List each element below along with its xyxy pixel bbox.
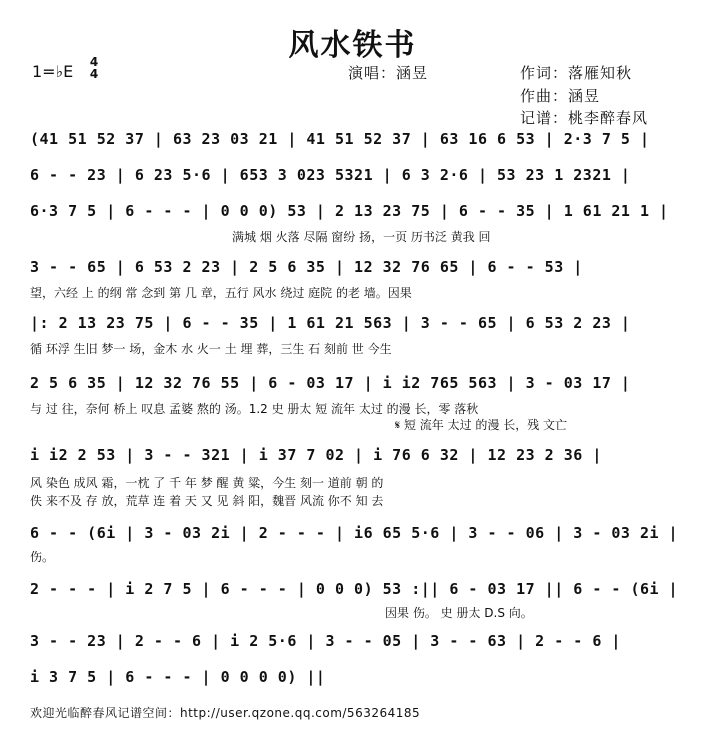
time-numerator: 4 bbox=[89, 55, 99, 69]
score-row: 3 - - 65 | 6 53 2 23 | 2 5 6 35 | 12 32 76 65 | 6 - - 53 | bbox=[30, 258, 583, 276]
lyric-line: 因果 伤。 史 册太 D.S 向。 bbox=[385, 606, 533, 620]
footer-link[interactable]: 欢迎光临醉春风记谱空间：http://user.qzone.qq.com/563264185 bbox=[30, 706, 421, 720]
score-row: |: 2 13 23 75 | 6 - - 35 | 1 61 21 563 | 3 - - 65 | 6 53 2 23 | bbox=[30, 314, 631, 332]
lyric-line: 风 染色 成风 霜，一枕 了 千 年 梦 醒 黄 粱，今生 刻一 道前 朝 的 bbox=[30, 476, 384, 490]
transcriber-credit: 记谱：桃李醉春风 bbox=[520, 109, 649, 127]
singer-credit: 演唱：涵昱 bbox=[348, 64, 429, 82]
lyric-line: 伤。 bbox=[30, 550, 55, 564]
score-row: (41 51 52 37 | 63 23 03 21 | 41 51 52 37 | 63 16 6 53 | 2·3 7 5 | bbox=[30, 130, 650, 148]
lyric-line: 佚 来不及 存 放，荒草 连 着 天 又 见 斜 阳，魏晋 风流 你不 知 去 bbox=[30, 494, 384, 508]
song-title: 风水铁书 bbox=[288, 28, 417, 63]
lyric-line: 与 过 往，奈何 桥上 叹息 孟婆 熬的 汤。1.2 史 册太 短 流年 太过 的漫 长，零 落秋 bbox=[30, 402, 479, 416]
score-row: i i2 2 53 | 3 - - 321 | i 37 7 02 | i 76 6 32 | 12 23 2 36 | bbox=[30, 446, 602, 464]
score-row: 2 5 6 35 | 12 32 76 55 | 6 - 03 17 | i i2 765 563 | 3 - 03 17 | bbox=[30, 374, 631, 392]
score-row: 3 - - 23 | 2 - - 6 | i 2 5·6 | 3 - - 05 | 3 - - 63 | 2 - - 6 | bbox=[30, 632, 621, 650]
time-denominator: 4 bbox=[89, 67, 99, 81]
lyric-line: 循 环浮 生旧 梦一 场，金木 水 火一 土 埋 葬，三生 石 刻前 世 今生 bbox=[30, 342, 392, 356]
composer-credit: 作曲：涵昱 bbox=[520, 87, 601, 105]
score-row: 2 - - - | i 2 7 5 | 6 - - - | 0 0 0) 53 :|| 6 - 03 17 || 6 - - (6i | bbox=[30, 580, 679, 598]
score-row: 6·3 7 5 | 6 - - - | 0 0 0) 53 | 2 13 23 75 | 6 - - 35 | 1 61 21 1 | bbox=[30, 202, 669, 220]
key-signature: 1=♭E bbox=[32, 62, 74, 81]
score-row: 6 - - (6i | 3 - 03 2i | 2 - - - | i6 65 5·6 | 3 - - 06 | 3 - 03 2i | bbox=[30, 524, 679, 542]
score-row: 6 - - 23 | 6 23 5·6 | 653 3 023 5321 | 6 3 2·6 | 53 23 1 2321 | bbox=[30, 166, 631, 184]
score-row: i 3 7 5 | 6 - - - | 0 0 0 0) || bbox=[30, 668, 326, 686]
lyric-line: 望，六经 上 的纲 常 念到 第 几 章，五行 风水 绕过 庭院 的老 墙。因果 bbox=[30, 286, 412, 300]
lyric-line: 满城 烟 火落 尽隔 窗纷 扬，一页 历书泛 黄我 回 bbox=[232, 230, 491, 244]
lyric-line: 𝄋 短 流年 太过 的漫 长，残 文亡 bbox=[395, 418, 568, 432]
time-signature bbox=[88, 56, 100, 80]
lyricist-credit: 作词：落雁知秋 bbox=[520, 64, 633, 82]
